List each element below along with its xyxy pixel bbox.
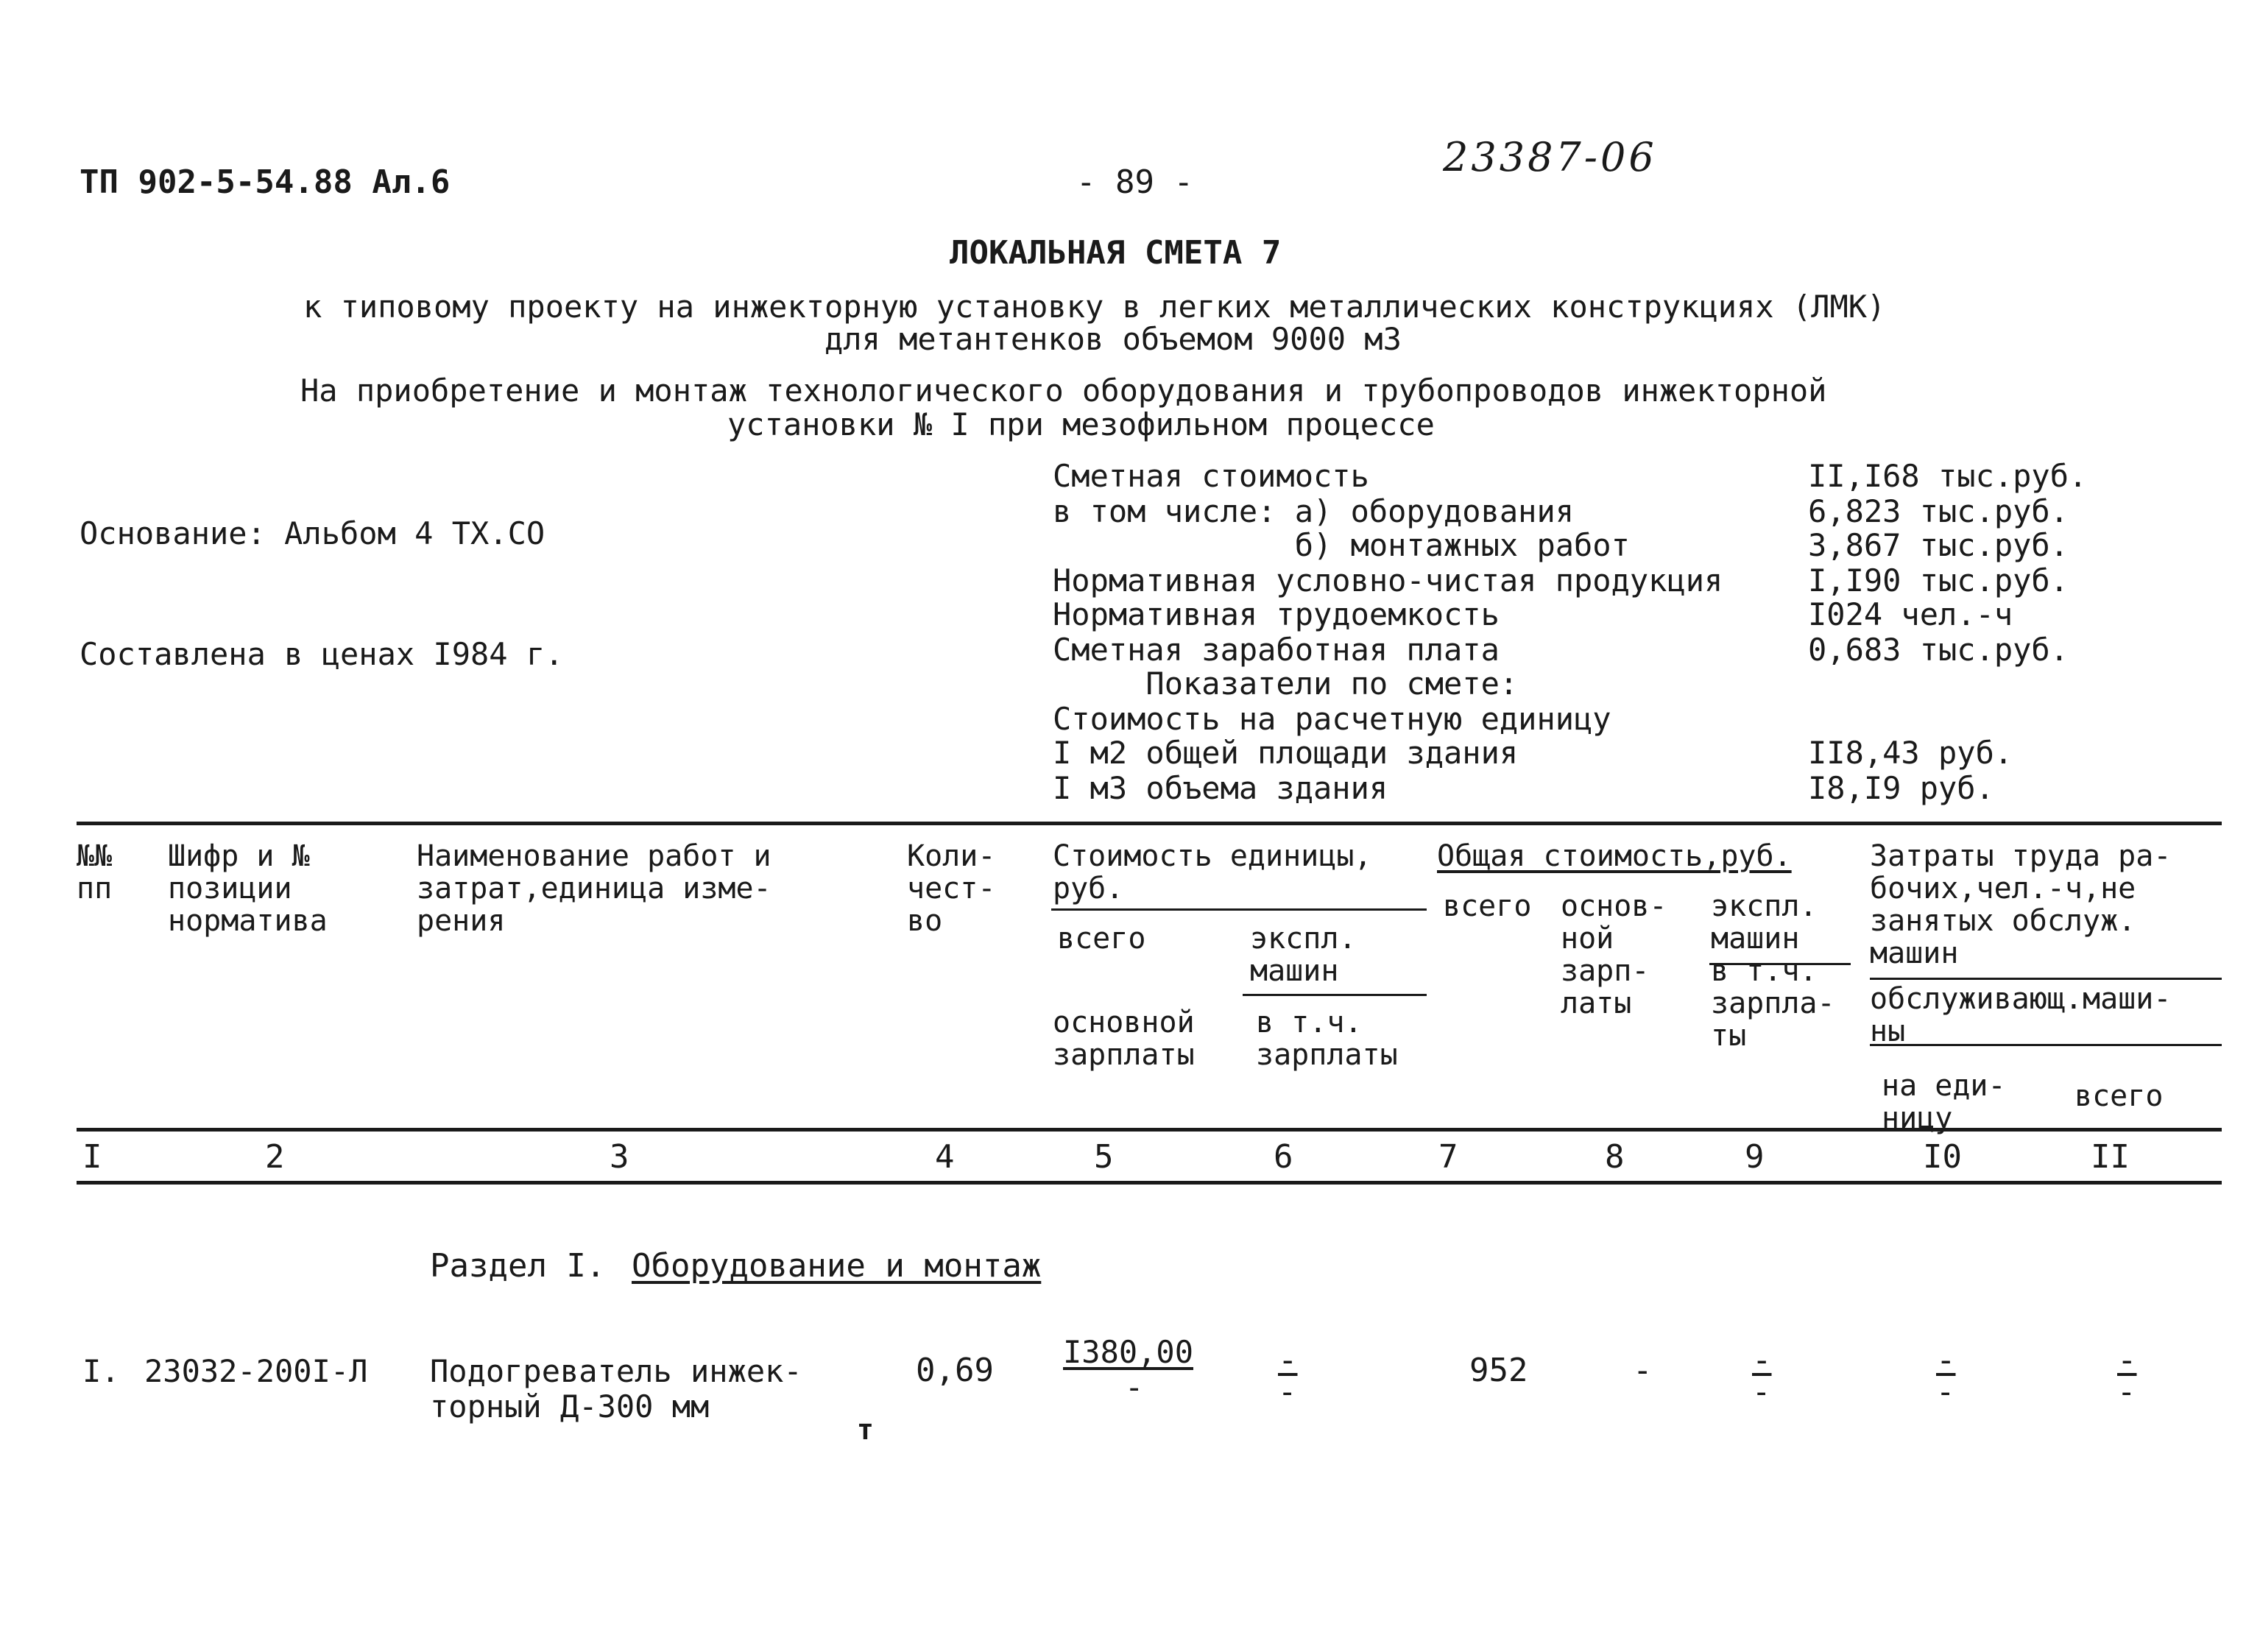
row-unit-machines-wage: - bbox=[1278, 1374, 1297, 1410]
header-labor: бочих,чел.-ч,не bbox=[1870, 872, 2136, 906]
row-labor-total: - bbox=[2117, 1341, 2137, 1379]
column-number: 4 bbox=[935, 1138, 955, 1176]
header-unit-wage: зарплаты bbox=[1053, 1038, 1195, 1072]
estimate-title: ЛОКАЛЬНАЯ СМЕТА 7 bbox=[950, 234, 1282, 272]
header-labor: машин bbox=[1870, 936, 1959, 970]
column-number: 2 bbox=[265, 1138, 285, 1176]
header-total-all: всего bbox=[1443, 889, 1532, 923]
row-quantity: 0,69 bbox=[916, 1352, 994, 1389]
header-col-quantity: Коли- bbox=[907, 839, 996, 873]
row-unit-machines: - bbox=[1278, 1341, 1298, 1379]
row-unit: т bbox=[857, 1413, 874, 1446]
handwritten-inventory-number: 23387-06 bbox=[1443, 134, 1657, 180]
summary-label: Сметная заработная плата bbox=[1053, 632, 1500, 668]
header-unit-machines-wage: в т.ч. bbox=[1256, 1006, 1363, 1039]
header-total-wage: ной bbox=[1561, 922, 1614, 956]
header-total-machines: машин bbox=[1711, 922, 1800, 956]
row-labor-unit: - bbox=[1936, 1341, 1956, 1379]
summary-value: II8,43 руб. bbox=[1808, 735, 2013, 771]
column-number: I0 bbox=[1923, 1138, 1962, 1176]
header-col-name: затрат,единица изме- bbox=[417, 872, 771, 906]
header-labor-unit: ницу bbox=[1882, 1101, 1953, 1135]
header-unit-machines: экспл. bbox=[1250, 922, 1357, 956]
header-rule-labor-2 bbox=[1870, 1044, 2222, 1046]
column-number: I bbox=[82, 1138, 102, 1176]
row-total: 952 bbox=[1469, 1352, 1528, 1389]
summary-value: 0,683 тыс.руб. bbox=[1808, 632, 2069, 668]
row-number: I. bbox=[82, 1353, 120, 1389]
header-total-wage: латы bbox=[1561, 986, 1632, 1020]
summary-label: Нормативная условно-чистая продукция bbox=[1053, 562, 1723, 599]
header-unit-machines: машин bbox=[1250, 954, 1339, 988]
summary-value: 6,823 тыс.руб. bbox=[1808, 493, 2069, 529]
header-labor-service: ны bbox=[1870, 1014, 1906, 1048]
header-col-number: пп bbox=[77, 872, 113, 906]
row-total-machines-wage: - bbox=[1752, 1374, 1771, 1410]
column-number: 8 bbox=[1605, 1138, 1625, 1176]
header-unit-cost: руб. bbox=[1053, 872, 1124, 906]
column-number: 9 bbox=[1745, 1138, 1765, 1176]
summary-label: I м3 объема здания bbox=[1053, 770, 1388, 806]
document-code: ТП 902-5-54.88 Ал.6 bbox=[80, 163, 451, 201]
summary-value: I8,I9 руб. bbox=[1808, 770, 1994, 806]
basis-text: Основание: Альбом 4 ТХ.СО bbox=[80, 515, 545, 551]
row-total-wage: - bbox=[1633, 1352, 1653, 1389]
table-top-rule bbox=[77, 822, 2222, 825]
summary-label: Нормативная трудоемкость bbox=[1053, 596, 1500, 632]
summary-label: б) монтажных работ bbox=[1053, 527, 1630, 563]
row-code: 23032-200I-Л bbox=[144, 1353, 368, 1389]
row-labor-total-sub: - bbox=[2117, 1374, 2136, 1410]
header-labor-unit: на еди- bbox=[1882, 1069, 2006, 1103]
subtitle-line-4: установки № I при мезофильном процессе bbox=[727, 406, 1435, 442]
header-total-cost: Общая стоимость,руб. bbox=[1437, 839, 1792, 873]
section-prefix: Раздел I. bbox=[430, 1247, 606, 1285]
header-labor: Затраты труда ра- bbox=[1870, 839, 2172, 873]
summary-value: II,I68 тыс.руб. bbox=[1808, 458, 2088, 494]
row-total-machines: - bbox=[1752, 1341, 1772, 1379]
header-rule-machines bbox=[1243, 994, 1427, 996]
summary-value: I,I90 тыс.руб. bbox=[1808, 562, 2069, 599]
header-total-machines: ты bbox=[1711, 1019, 1747, 1053]
header-labor-service: обслуживающ.маши- bbox=[1870, 982, 2172, 1016]
row-unit-cost-wage: - bbox=[1125, 1369, 1144, 1405]
header-unit-wage: основной bbox=[1053, 1006, 1195, 1039]
summary-value: 3,867 тыс.руб. bbox=[1808, 527, 2069, 563]
header-col-code: позиции bbox=[168, 872, 292, 906]
header-total-machines: экспл. bbox=[1711, 889, 1818, 923]
header-rule-labor bbox=[1870, 978, 2222, 980]
column-number: II bbox=[2091, 1138, 2130, 1176]
subtitle-line-2: для метантенков объемом 9000 м3 bbox=[824, 321, 1402, 357]
header-col-code: Шифр и № bbox=[168, 839, 310, 873]
header-total-wage: основ- bbox=[1561, 889, 1667, 923]
header-col-quantity: чест- bbox=[907, 872, 996, 906]
section-title: Оборудование и монтаж bbox=[632, 1247, 1042, 1285]
column-number: 3 bbox=[610, 1138, 629, 1176]
summary-label: Стоимость на расчетную единицу bbox=[1053, 701, 1611, 737]
header-unit-cost: Стоимость единицы, bbox=[1053, 839, 1372, 873]
header-col-name: рения bbox=[417, 904, 506, 938]
row-labor-unit-sub: - bbox=[1936, 1374, 1955, 1410]
row-name-line-1: Подогреватель инжек- bbox=[430, 1353, 802, 1389]
header-total-machines: зарпла- bbox=[1711, 986, 1835, 1020]
summary-label: Сметная стоимость bbox=[1053, 458, 1369, 494]
header-total-wage: зарп- bbox=[1561, 954, 1650, 988]
header-labor-total: всего bbox=[2074, 1079, 2164, 1113]
header-rule-unit-cost bbox=[1051, 908, 1427, 911]
header-col-quantity: во bbox=[907, 904, 943, 938]
page-number: - 89 - bbox=[1076, 163, 1193, 201]
column-number: 7 bbox=[1438, 1138, 1458, 1176]
header-labor: занятых обслуж. bbox=[1870, 904, 2136, 938]
column-number: 5 bbox=[1094, 1138, 1114, 1176]
header-unit-machines-wage: зарплаты bbox=[1256, 1038, 1398, 1072]
header-unit-total: всего bbox=[1057, 922, 1146, 956]
subtitle-line-1: к типовому проекту на инжекторную установку в легких металлических конструкциях (ЛМК) bbox=[303, 289, 1886, 325]
header-col-code: норматива bbox=[168, 904, 328, 938]
header-col-number: №№ bbox=[77, 839, 113, 873]
summary-label: I м2 общей площади здания bbox=[1053, 735, 1519, 771]
header-col-name: Наименование работ и bbox=[417, 839, 771, 873]
row-unit-cost-total: I380,00 bbox=[1063, 1334, 1194, 1370]
header-total-machines: в т.ч. bbox=[1711, 954, 1818, 988]
row-name-line-2: торный Д-300 мм bbox=[430, 1388, 710, 1425]
summary-label: Показатели по смете: bbox=[1053, 666, 1519, 702]
summary-value: I024 чел.-ч bbox=[1808, 596, 2013, 632]
summary-label: в том числе: а) оборудования bbox=[1053, 493, 1575, 529]
prices-text: Составлена в ценах I984 г. bbox=[80, 636, 564, 672]
column-number: 6 bbox=[1274, 1138, 1293, 1176]
subtitle-line-3: На приобретение и монтаж технологического оборудования и трубопроводов инжекторной bbox=[300, 373, 1827, 409]
column-numbers-rule bbox=[77, 1181, 2222, 1185]
